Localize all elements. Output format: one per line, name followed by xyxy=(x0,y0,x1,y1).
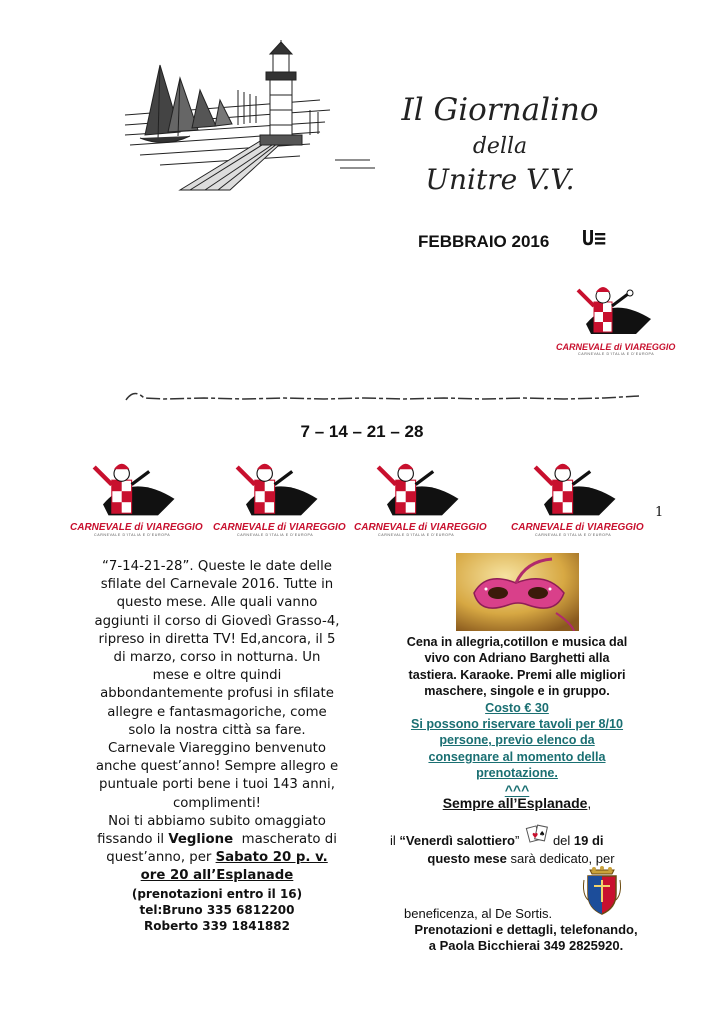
logo-caption: CARNEVALE di VIAREGGIO xyxy=(511,522,644,533)
booking-phone-bruno: tel:Bruno 335 6812200 xyxy=(139,902,295,917)
masquerade-mask-image xyxy=(456,553,579,631)
carnevale-logo-1 xyxy=(70,460,203,537)
article-line: quest’anno, per xyxy=(106,850,216,866)
caret-divider: ^^^ xyxy=(504,781,530,798)
friday-del: del xyxy=(552,833,574,848)
reserve-line: prenotazione. xyxy=(476,766,558,781)
month-dedication-line xyxy=(376,851,666,866)
harbour-lighthouse-illustration xyxy=(120,40,380,200)
burlamacco-mask-icon xyxy=(70,460,180,518)
svg-text:♠: ♠ xyxy=(538,830,546,838)
decorative-separator xyxy=(124,384,644,406)
logo-caption: CARNEVALE di VIAREGGIO xyxy=(354,522,487,533)
parade-dates-heading: 7 – 14 – 21 – 28 xyxy=(300,422,424,441)
article-line: questo mese. Alle quali vanno xyxy=(116,595,318,611)
booking-deadline: (prenotazioni entro il 16) xyxy=(131,886,303,901)
article-line: “7-14-21-28”. Queste le date delle xyxy=(102,559,332,574)
contact-line: Prenotazioni e dettagli, telefonando, xyxy=(414,922,638,937)
dinner-line: maschere, singole e in gruppo. xyxy=(424,684,610,699)
newsletter-title-line3: Unitre V.V. xyxy=(425,163,575,196)
article-line: solo la nostra città sa fare. xyxy=(128,722,306,738)
article-line: ripreso in diretta TV! Ed,ancora, il 5 xyxy=(98,631,336,647)
playing-cards-icon xyxy=(525,823,551,845)
friday-pre: il xyxy=(390,833,400,848)
page-number: 1 xyxy=(655,505,664,520)
esplanade-heading xyxy=(376,795,658,811)
month-rest: sarà dedicato, per xyxy=(506,851,615,866)
issue-month: FEBBRAIO 2016 xyxy=(418,232,550,251)
logo-subcaption: CARNEVALE D'ITALIA E D'EUROPA xyxy=(578,352,655,356)
burlamacco-mask-icon xyxy=(511,460,621,518)
article-line: anche quest’anno! Sempre allegro e xyxy=(95,759,339,775)
carnevale-logo-row xyxy=(70,460,650,540)
reserve-line: Si possono riservare tavoli per 8/10 xyxy=(410,717,624,732)
dinner-line: Cena in allegria,cotillon e musica dal xyxy=(406,635,628,649)
article-line: fissando il xyxy=(97,832,169,848)
article-line: sfilate del Carnevale 2016. Tutte in xyxy=(100,577,334,593)
charity-line: beneficenza, al De Sortis. xyxy=(404,906,553,921)
friday-salon-line xyxy=(380,830,670,848)
de-sortis-crest-icon xyxy=(582,866,622,916)
reserve-line: persone, previo elenco da xyxy=(439,733,595,748)
contact-phone: a Paola Bicchierai 349 2825920. xyxy=(428,938,624,954)
booking-phone-roberto: Roberto 339 1841882 xyxy=(144,918,290,933)
friday-date: 19 di xyxy=(573,833,604,848)
contact-info xyxy=(376,922,676,955)
esplanade-title: Sempre all’Esplanade xyxy=(442,795,588,811)
friday-quote: ” xyxy=(514,833,520,848)
logo-subcaption: CARNEVALE D'ITALIA E D'EUROPA xyxy=(378,533,455,537)
logo-caption: CARNEVALE di VIAREGGIO xyxy=(213,522,346,533)
article-line: Carnevale Viareggino benvenuto xyxy=(107,741,327,757)
month-bold: questo mese xyxy=(427,851,507,866)
logo-caption: CARNEVALE di VIAREGGIO xyxy=(556,342,676,352)
article-line: mascherato di xyxy=(233,832,337,848)
reserve-line: consegnare al momento della xyxy=(428,749,606,764)
logo-subcaption: CARNEVALE D'ITALIA E D'EUROPA xyxy=(535,533,612,537)
unitre-logo-icon: U≡ xyxy=(582,226,607,250)
logo-subcaption: CARNEVALE D'ITALIA E D'EUROPA xyxy=(94,533,171,537)
logo-subcaption: CARNEVALE D'ITALIA E D'EUROPA xyxy=(237,533,314,537)
svg-text:♥: ♥ xyxy=(531,832,539,840)
burlamacco-mask-icon xyxy=(354,460,464,518)
dinner-line: tastiera. Karaoke. Premi alle migliori xyxy=(408,667,626,682)
article-line: abbondantemente profusi in sfilate xyxy=(100,686,334,702)
article-line: puntuale porti bene i tuoi 143 anni, xyxy=(99,777,335,793)
article-line: mese e oltre quindi xyxy=(152,668,282,684)
article-line: di marzo, corso in notturna. Un xyxy=(113,650,321,666)
dinner-cost: Costo € 30 xyxy=(485,700,549,715)
veglione-label: Veglione xyxy=(168,832,234,848)
logo-caption: CARNEVALE di VIAREGGIO xyxy=(70,522,203,533)
dinner-line: vivo con Adriano Barghetti alla xyxy=(424,651,610,666)
article-line: complimenti! xyxy=(172,795,262,811)
friday-title: “Venerdì salottiero xyxy=(399,833,515,848)
carnevale-logo-4 xyxy=(511,460,644,537)
esplanade-comma: , xyxy=(587,795,592,811)
burlamacco-mask-icon xyxy=(556,284,656,336)
event-time-place: ore 20 all’Esplanade xyxy=(140,868,294,884)
carnevale-logo-3 xyxy=(354,460,487,537)
carnival-article xyxy=(66,556,368,934)
article-line: allegre e fantasmagoriche, come xyxy=(107,704,327,720)
burlamacco-mask-icon xyxy=(213,460,323,518)
newsletter-title-line2: della xyxy=(472,134,528,159)
article-line: Noi ti abbiamo subito omaggiato xyxy=(108,813,326,829)
article-line: aggiunti il corso di Giovedì Grasso-4, xyxy=(94,613,340,629)
newsletter-title-line1: Il Giornalino xyxy=(401,92,599,128)
carnevale-logo-top xyxy=(556,284,676,356)
event-date: Sabato 20 p. v. xyxy=(215,850,328,866)
dinner-announcement xyxy=(376,634,658,798)
carnevale-logo-2 xyxy=(213,460,346,537)
